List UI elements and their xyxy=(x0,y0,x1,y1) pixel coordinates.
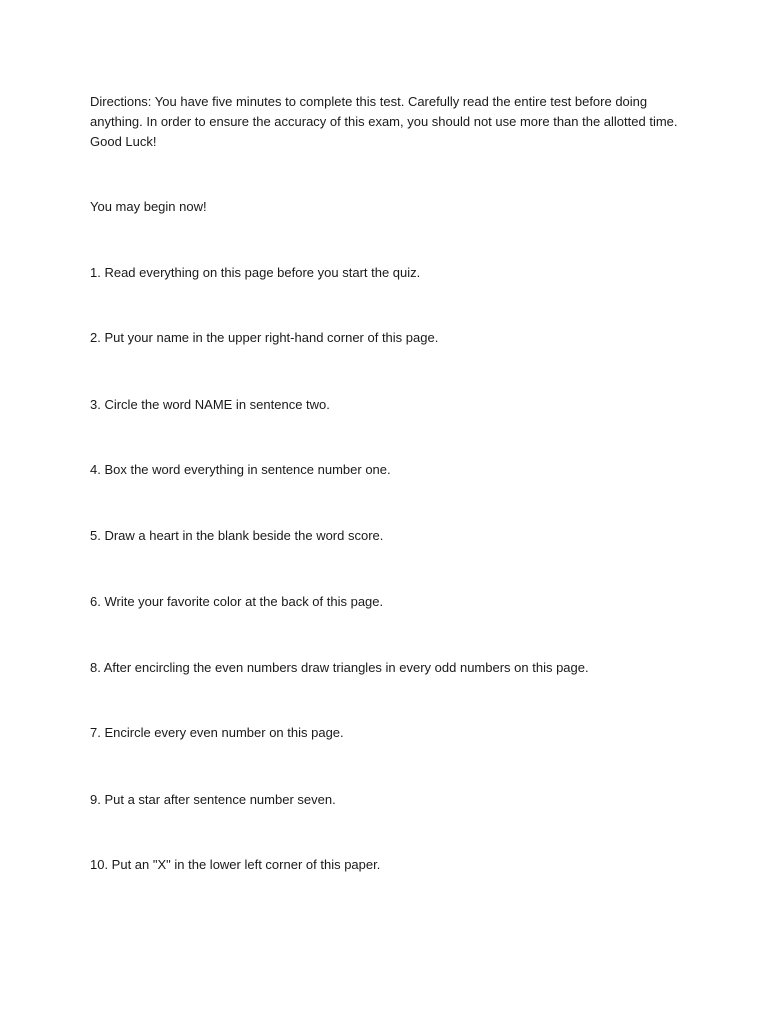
directions-paragraph: Directions: You have five minutes to complete this test. Carefully read the entire test before doing anything. In order to ensure the accuracy of this exam, you should not use more than the allotted time. Good Luck! xyxy=(90,94,678,149)
instruction-item-10: 10. Put an "X" in the lower left corner of this paper. xyxy=(90,857,381,872)
instruction-item-4: 4. Box the word everything in sentence number one. xyxy=(90,462,391,477)
instruction-item-1: 1. Read everything on this page before you start the quiz. xyxy=(90,265,421,280)
instruction-item-8: 8. After encircling the even numbers draw triangles in every odd numbers on this page. xyxy=(90,660,589,675)
instruction-item-3: 3. Circle the word NAME in sentence two. xyxy=(90,397,330,412)
instruction-item-5: 5. Draw a heart in the blank beside the word score. xyxy=(90,528,384,543)
instruction-item-9: 9. Put a star after sentence number seven. xyxy=(90,792,336,807)
instruction-item-6: 6. Write your favorite color at the back of this page. xyxy=(90,594,384,609)
begin-instruction: You may begin now! xyxy=(90,199,207,214)
instruction-item-7: 7. Encircle every even number on this page. xyxy=(90,725,344,740)
instruction-item-2: 2. Put your name in the upper right-hand corner of this page. xyxy=(90,330,439,345)
